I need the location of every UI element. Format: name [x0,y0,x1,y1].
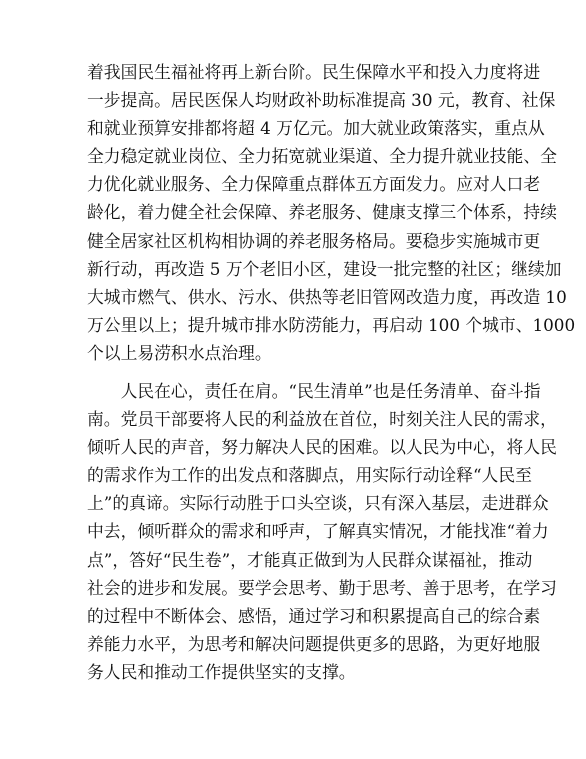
paragraph-line: 个以上易涝积水点治理。 [87,342,272,363]
paragraph-line: 中去，倾听群众的需求和呼声，了解真实情况，才能找准“着力 [87,521,549,542]
paragraph-line: 万公里以上；提升城市排水防涝能力，再启动 100 个城市、1000 [87,314,576,335]
paragraph-line: 倾听人民的声音，努力解决人民的困难。以人民为中心，将人民 [87,437,557,458]
paragraph-line: 的需求作为工作的出发点和落脚点，用实际行动诠释“人民至 [87,465,532,486]
paragraph-line: 力优化就业服务、全力保障重点群体五方面发力。应对人口老 [87,174,541,195]
paragraph-line: 南。党员干部要将人民的利益放在首位，时刻关注人民的需求， [87,409,557,430]
paragraph-line: 龄化，着力健全社会保障、养老服务、健康支撑三个体系，持续 [87,202,557,223]
paragraph-line: 大城市燃气、供水、污水、供热等老旧管网改造力度，再改造 10 [87,286,567,307]
paragraph-line: 点”，答好“民生卷”，才能真正做到为人民群众谋福祉，推动 [87,549,533,570]
paragraph-line: 一步提高。居民医保人均财政补助标准提高 30 元，教育、社保 [87,90,556,111]
paragraph-line: 人民在心，责任在肩。“民生清单”也是任务清单、奋斗指 [87,381,541,401]
paragraph-1 [87,58,576,367]
paragraph-line: 上”的真谛。实际行动胜于口头空谈，只有深入基层，走进群众 [87,493,549,514]
paragraph-line: 的过程中不断体会、感悟，通过学习和积累提高自己的综合素 [87,605,541,626]
paragraph-line: 社会的进步和发展。要学会思考、勤于思考、善于思考，在学习 [87,577,557,598]
paragraph-line: 养能力水平，为思考和解决问题提供更多的思路，为更好地服 [87,633,541,654]
paragraph-line: 务人民和推动工作提供坚实的支撑。 [87,661,356,682]
paragraph-2 [87,377,557,686]
paragraph-line: 和就业预算安排都将超 4 万亿元。加大就业政策落实，重点从 [87,118,545,139]
paragraph-line: 新行动，再改造 5 万个老旧小区，建设一批完整的社区；继续加 [87,258,562,279]
paragraph-line: 全力稳定就业岗位、全力拓宽就业渠道、全力提升就业技能、全 [87,146,557,167]
paragraph-line: 健全居家社区机构相协调的养老服务格局。要稳步实施城市更 [87,230,541,251]
paragraph-line: 着我国民生福祉将再上新台阶。民生保障水平和投入力度将进 [87,62,541,82]
